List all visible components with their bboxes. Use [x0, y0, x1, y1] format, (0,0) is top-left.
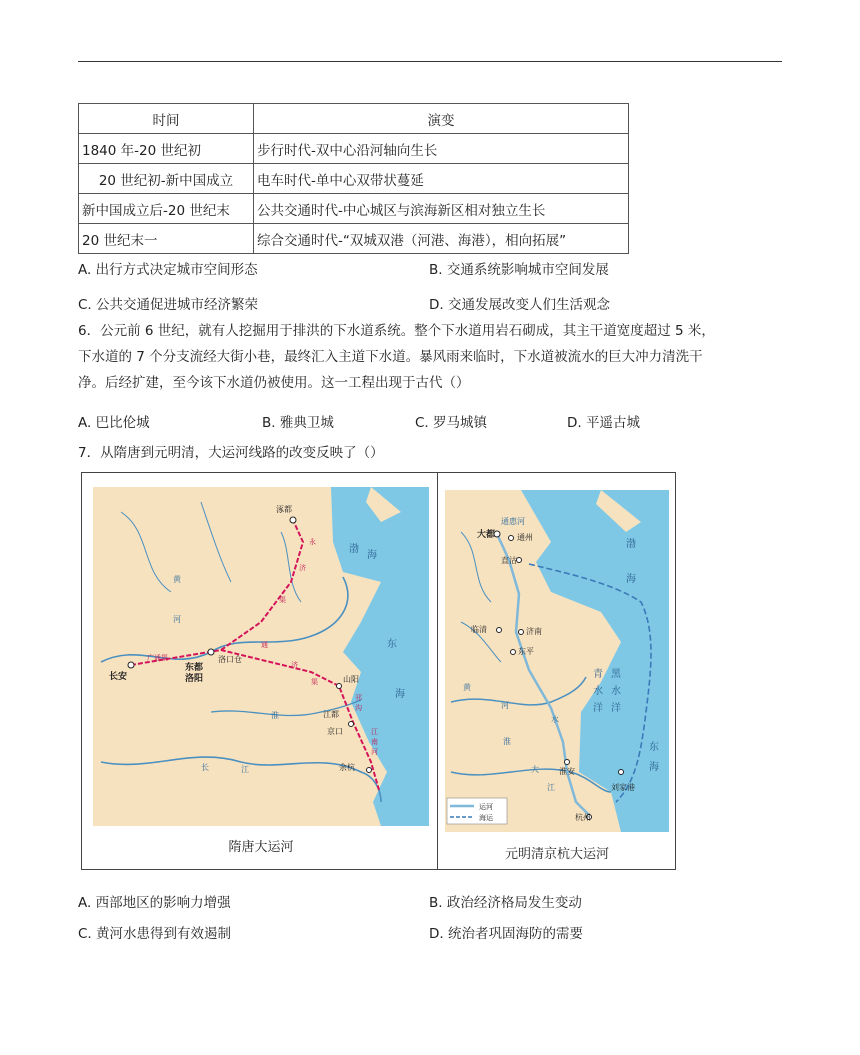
place-label: 刘家港	[611, 783, 635, 792]
q7-stem: 7．从隋唐到元明清，大运河线路的改变反映了（）	[78, 445, 384, 461]
table-row	[79, 224, 629, 254]
city-marker	[128, 662, 134, 668]
legend-label: 运河	[479, 803, 493, 811]
river-label: 大	[531, 765, 539, 774]
place-label: 济南	[526, 627, 542, 636]
city-marker	[509, 536, 514, 541]
canal-label: 济	[291, 661, 298, 669]
place-label: 洛阳	[185, 674, 204, 684]
city-marker	[349, 722, 354, 727]
river-label: 河	[501, 701, 509, 710]
q5-option-a: A. 出行方式决定城市空间形态	[78, 262, 258, 278]
river-label: 长	[201, 763, 209, 772]
table-cell: 公共交通时代-中心城区与滨海新区相对独立生长	[254, 194, 629, 224]
place-label: 通州	[517, 533, 533, 542]
legend-label: 海运	[479, 814, 493, 822]
q6-option-d: D. 平遥古城	[567, 415, 640, 431]
table-row	[79, 134, 629, 164]
city-marker	[367, 768, 372, 773]
sea-label: 东	[649, 742, 659, 753]
river-label: 黄	[463, 683, 471, 692]
place-label: 江都	[323, 710, 339, 719]
place-label: 淮安	[559, 767, 575, 776]
sea-label: 海	[395, 689, 405, 700]
canal-label: 渠	[311, 678, 318, 686]
river-label: 黄	[173, 575, 181, 584]
place-label: 山阳	[343, 675, 359, 684]
q6-line: 净。后经扩建，至今该下水道仍被使用。这一工程出现于古代（）	[78, 375, 470, 391]
city-marker	[517, 558, 522, 563]
sea-label: 洋	[593, 703, 603, 714]
q5-option-c: C. 公共交通促进城市经济繁荣	[78, 297, 259, 313]
table-header-row	[79, 104, 629, 134]
canal-label: 通	[261, 641, 268, 649]
table-cell: 20 世纪末一	[79, 224, 254, 254]
q6-option-c: C. 罗马城镇	[415, 415, 488, 431]
place-label: 直沽	[501, 556, 517, 565]
river-label: 江	[241, 765, 249, 774]
river-label: 通惠河	[501, 517, 525, 526]
city-marker	[619, 770, 624, 775]
table-cell: 新中国成立后-20 世纪末	[79, 194, 254, 224]
yuan-ming-qing-map	[445, 490, 669, 862]
table-cell: 步行时代-双中心沿河轴向生长	[254, 134, 629, 164]
city-marker	[565, 760, 570, 765]
place-label: 长安	[109, 672, 128, 682]
q7-option-b: B. 政治经济格局发生变动	[429, 895, 582, 911]
canal-label: 广通渠	[147, 654, 168, 662]
q7-option-d: D. 统治者巩固海防的需要	[429, 926, 583, 942]
map-caption: 隋唐大运河	[228, 840, 294, 855]
q6-stem	[78, 318, 784, 396]
map-caption: 元明清京杭大运河	[504, 847, 610, 862]
place-label: 东平	[518, 647, 534, 656]
table-cell: 综合交通时代-“双城双港（河港、海港），相向拓展”	[254, 224, 629, 254]
sea-label: 黑	[611, 669, 621, 680]
canal-label: 沟	[355, 704, 362, 712]
evolution-table	[78, 103, 629, 254]
map-legend	[447, 798, 507, 824]
place-label: 杭州	[575, 813, 591, 822]
canal-label: 河	[371, 748, 378, 756]
sea-label: 水	[611, 686, 621, 697]
sea-label: 海	[649, 762, 659, 773]
q6-line: 下水道的 7 个分支流经大街小巷，最终汇入主道下水道。暴风雨来临时，下水道被流水的巨大冲力清洗干	[78, 349, 703, 365]
q6-option-b: B. 雅典卫城	[262, 415, 334, 431]
city-marker	[519, 630, 524, 635]
river-label: 河	[173, 615, 181, 624]
q5-option-b: B. 交通系统影响城市空间发展	[429, 262, 609, 278]
river-label: 淮	[503, 737, 511, 746]
place-label: 临清	[471, 625, 487, 634]
sea-label: 洋	[611, 703, 621, 714]
place-label: 洛口仓	[218, 655, 242, 664]
sui-tang-map	[93, 487, 429, 855]
river-label: 江	[547, 783, 555, 792]
river-label: 水	[551, 715, 559, 724]
city-marker	[497, 628, 502, 633]
canal-label: 渠	[279, 596, 286, 604]
canal-label: 邗	[355, 694, 362, 702]
canal-label: 济	[299, 564, 306, 572]
place-label: 京口	[327, 727, 343, 736]
place-label: 涿都	[276, 505, 292, 514]
table-row	[79, 194, 629, 224]
sea-label: 青	[593, 669, 603, 680]
table-header: 时间	[79, 104, 254, 134]
city-marker	[511, 650, 516, 655]
q6-line: 6．公元前 6 世纪，就有人挖掘用于排洪的下水道系统。整个下水道用岩石砌成，其主干道宽度超过 5 米，	[78, 323, 715, 339]
sea-label: 东	[387, 639, 397, 650]
place-label: 余杭	[339, 763, 355, 772]
city-marker	[290, 517, 296, 523]
table-row	[79, 164, 629, 194]
river-label: 淮	[271, 711, 279, 720]
sea-label: 海	[626, 574, 636, 585]
canal-maps-figure	[81, 472, 676, 870]
canal-label: 南	[371, 738, 378, 746]
canal-label: 江	[371, 728, 378, 736]
place-label: 东都	[185, 663, 204, 673]
q7-option-a: A. 西部地区的影响力增强	[78, 895, 231, 911]
city-marker	[337, 684, 342, 689]
q7-option-c: C. 黄河水患得到有效遏制	[78, 926, 232, 942]
q5-option-d: D. 交通发展改变人们生活观念	[429, 297, 610, 313]
q6-option-a: A. 巴比伦城	[78, 415, 150, 431]
table-cell: 1840 年-20 世纪初	[79, 134, 254, 164]
city-marker	[208, 649, 214, 655]
sea-label: 水	[593, 686, 603, 697]
table-cell: 电车时代-单中心双带状蔓延	[254, 164, 629, 194]
canal-label: 永	[309, 538, 316, 546]
sea-label: 渤	[349, 544, 359, 555]
table-cell: 20 世纪初-新中国成立	[79, 164, 254, 194]
header-rule	[78, 61, 782, 62]
place-label: 大都	[477, 530, 496, 540]
sea-label: 渤	[626, 539, 636, 550]
table-header: 演变	[254, 104, 629, 134]
sea-label: 海	[367, 550, 377, 561]
